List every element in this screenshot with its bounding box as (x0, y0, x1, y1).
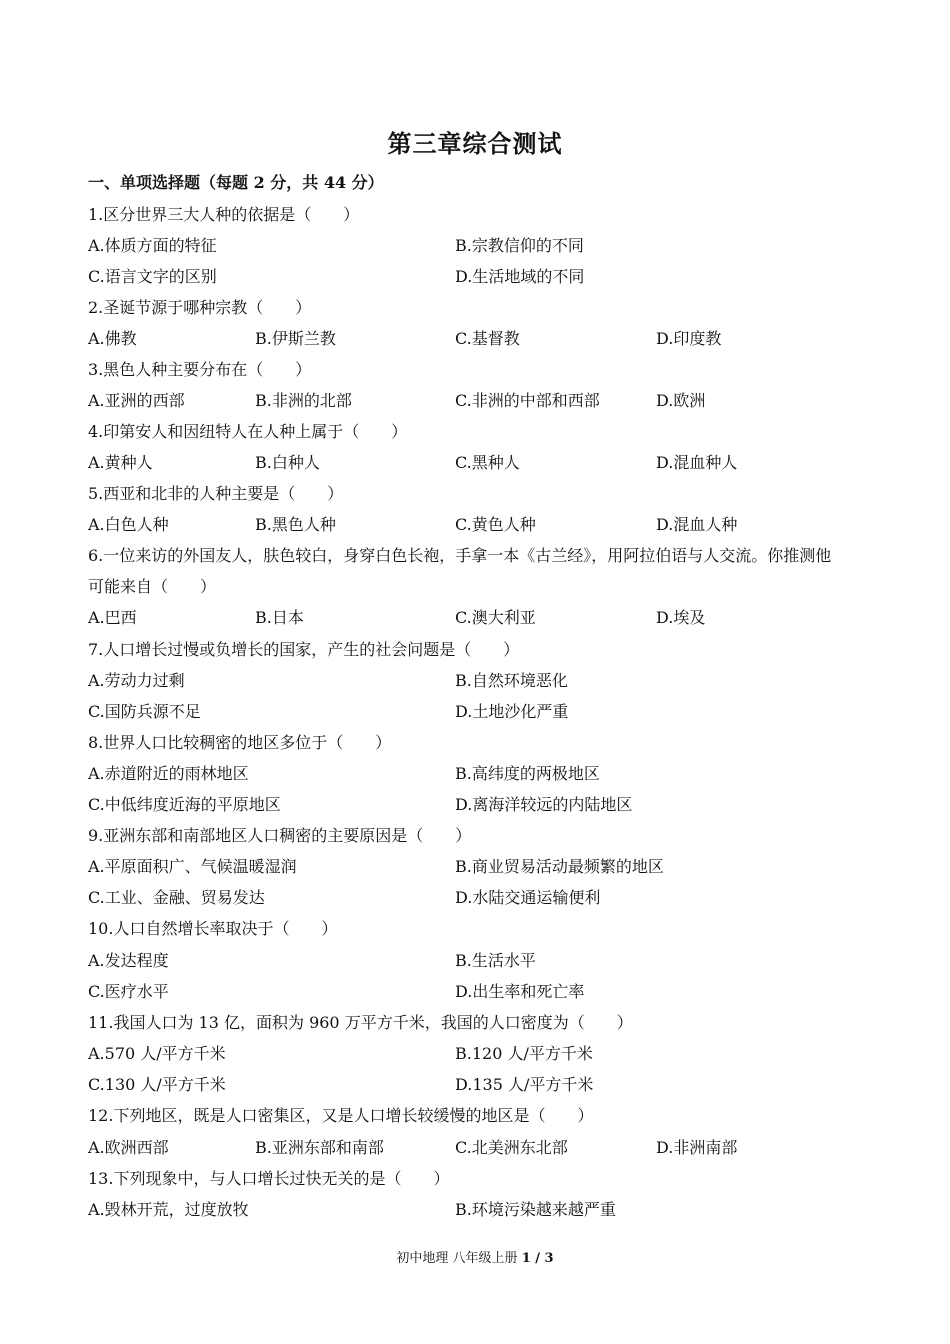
option-d: D.印度教 (656, 329, 722, 348)
question-stem: 5.西亚和北非的人种主要是（ ） (88, 484, 344, 503)
option-a: A.佛教 (88, 329, 137, 348)
option-a: A.亚洲的西部 (88, 391, 185, 410)
question-stem: 2.圣诞节源于哪种宗教（ ） (88, 298, 312, 317)
option-c: C.黄色人种 (455, 515, 536, 534)
option-b: B.黑色人种 (255, 515, 336, 534)
option-c: C.北美洲东北部 (455, 1138, 568, 1157)
option-b: B.伊斯兰教 (255, 329, 336, 348)
question-stem: 9.亚洲东部和南部地区人口稠密的主要原因是（ ） (88, 826, 472, 845)
option-a: A.白色人种 (88, 515, 169, 534)
question-stem: 1.区分世界三大人种的依据是（ ） (88, 205, 360, 224)
option-d: D.埃及 (656, 608, 706, 627)
option-b: B.高纬度的两极地区 (455, 764, 600, 783)
option-d: D.水陆交通运输便利 (455, 888, 601, 907)
question-stem: 6.一位来访的外国友人，肤色较白，身穿白色长袍，手拿一本《古兰经》，用阿拉伯语与人交流。你推测他 (88, 546, 832, 565)
option-b: B.宗教信仰的不同 (455, 236, 584, 255)
option-b: B.120 人/平方千米 (455, 1044, 593, 1063)
option-c: C.医疗水平 (88, 982, 169, 1001)
option-d: D.出生率和死亡率 (455, 982, 585, 1001)
option-d: D.离海洋较远的内陆地区 (455, 795, 633, 814)
question-stem: 13.下列现象中，与人口增长过快无关的是（ ） (88, 1169, 450, 1188)
question-stem: 12.下列地区，既是人口密集区，又是人口增长较缓慢的地区是（ ） (88, 1106, 594, 1125)
option-a: A.570 人/平方千米 (88, 1044, 226, 1063)
option-a: A.平原面积广、气候温暖湿润 (88, 857, 297, 876)
option-d: D.非洲南部 (656, 1138, 738, 1157)
option-b: B.亚洲东部和南部 (255, 1138, 384, 1157)
option-d: D.生活地域的不同 (455, 267, 585, 286)
option-b: B.自然环境恶化 (455, 671, 568, 690)
footer-text: 初中地理 八年级上册 (396, 1251, 522, 1266)
option-d: D.欧洲 (656, 391, 706, 410)
option-a: A.黄种人 (88, 453, 153, 472)
option-b: B.生活水平 (455, 951, 536, 970)
option-c: C.中低纬度近海的平原地区 (88, 795, 281, 814)
question-stem: 11.我国人口为 13 亿，面积为 960 万平方千米，我国的人口密度为（ ） (88, 1013, 633, 1032)
option-c: C.非洲的中部和西部 (455, 391, 600, 410)
question-stem: 4.印第安人和因纽特人在人种上属于（ ） (88, 422, 408, 441)
option-d: D.混血人种 (656, 515, 738, 534)
option-d: D.135 人/平方千米 (455, 1075, 594, 1094)
option-a: A.欧洲西部 (88, 1138, 169, 1157)
option-b: B.日本 (255, 608, 304, 627)
option-a: A.赤道附近的雨林地区 (88, 764, 249, 783)
page-footer (0, 1247, 950, 1266)
option-c: C.语言文字的区别 (88, 267, 217, 286)
page-number: 1 / 3 (521, 1251, 554, 1266)
option-a: A.巴西 (88, 608, 137, 627)
option-a: A.体质方面的特征 (88, 236, 217, 255)
option-a: A.发达程度 (88, 951, 169, 970)
option-b: B.商业贸易活动最频繁的地区 (455, 857, 664, 876)
option-b: B.非洲的北部 (255, 391, 352, 410)
question-stem: 3.黑色人种主要分布在（ ） (88, 360, 312, 379)
section-heading: 一、单项选择题（每题 2 分，共 44 分） (88, 173, 384, 192)
option-d: D.混血种人 (656, 453, 738, 472)
option-c: C.工业、金融、贸易发达 (88, 888, 265, 907)
option-c: C.澳大利亚 (455, 608, 536, 627)
option-d: D.土地沙化严重 (455, 702, 569, 721)
question-stem: 8.世界人口比较稠密的地区多位于（ ） (88, 733, 392, 752)
question-stem-continued: 可能来自（ ） (88, 577, 217, 596)
question-stem: 7.人口增长过慢或负增长的国家，产生的社会问题是（ ） (88, 640, 520, 659)
page-title: 第三章综合测试 (387, 129, 563, 158)
option-b: B.白种人 (255, 453, 320, 472)
option-c: C.基督教 (455, 329, 520, 348)
option-a: A.毁林开荒，过度放牧 (88, 1200, 249, 1219)
option-c: C.130 人/平方千米 (88, 1075, 226, 1094)
option-c: C.黑种人 (455, 453, 520, 472)
option-c: C.国防兵源不足 (88, 702, 201, 721)
question-stem: 10.人口自然增长率取决于（ ） (88, 919, 338, 938)
option-a: A.劳动力过剩 (88, 671, 185, 690)
option-b: B.环境污染越来越严重 (455, 1200, 616, 1219)
